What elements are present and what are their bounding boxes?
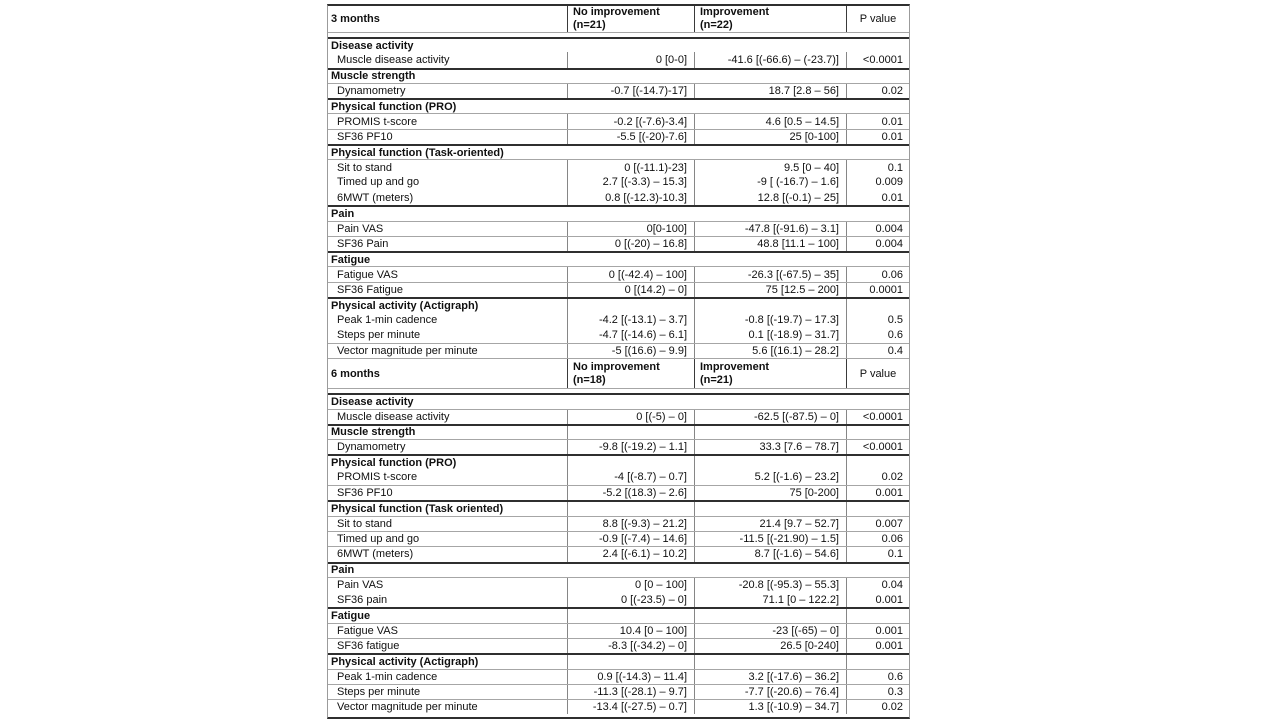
- no-improvement-cell: -4.7 [(-14.6) – 6.1]: [567, 328, 694, 343]
- section-label: Physical activity (Actigraph): [331, 655, 479, 668]
- improvement-cell: -20.8 [(-95.3) – 55.3]: [694, 578, 846, 592]
- no-improvement-cell: 0 [(-23.5) – 0]: [567, 592, 694, 607]
- p-value-cell: 0.06: [846, 267, 909, 281]
- no-improvement-cell: -13.4 [(-27.5) – 0.7]: [567, 700, 694, 714]
- p-value-cell: 0.001: [846, 486, 909, 500]
- p-value-cell: 0.1: [846, 547, 909, 561]
- data-row: [328, 516, 909, 531]
- p-value-cell: <0.0001: [846, 440, 909, 454]
- row-label: Muscle disease activity: [337, 53, 450, 66]
- row-label: 6MWT (meters): [337, 191, 414, 204]
- row-label: Fatigue VAS: [337, 624, 398, 637]
- row-label: SF36 Pain: [337, 238, 389, 250]
- improvement-cell: [694, 655, 846, 668]
- no-improvement-cell: -5 [(16.6) – 9.9]: [567, 344, 694, 358]
- no-improvement-label: No improvement: [573, 6, 660, 18]
- data-row: [328, 343, 909, 358]
- p-value-cell: <0.0001: [846, 52, 909, 67]
- data-row: [328, 282, 909, 297]
- p-value-cell: 0.4: [846, 344, 909, 358]
- no-improvement-cell: 0.8 [(-12.3)-10.3]: [567, 190, 694, 205]
- section-label: Muscle strength: [331, 70, 416, 83]
- row-label: Peak 1-min cadence: [337, 313, 438, 326]
- p-value-cell: 0.04: [846, 578, 909, 592]
- p-value-cell: [846, 655, 909, 668]
- p-value-cell: [846, 609, 909, 622]
- p-value-cell: [846, 502, 909, 515]
- improvement-cell: 26.5 [0-240]: [694, 639, 846, 653]
- section-row: [328, 297, 909, 312]
- improvement-cell: 5.2 [(-1.6) – 23.2]: [694, 470, 846, 485]
- column-header-p-value: P value: [846, 6, 909, 32]
- column-header-improvement: [694, 359, 846, 388]
- no-improvement-cell: 0 [(-42.4) – 100]: [567, 267, 694, 281]
- data-row: [328, 328, 909, 343]
- row-label: Timed up and go: [337, 176, 420, 189]
- improvement-cell: 0.1 [(-18.9) – 31.7]: [694, 328, 846, 343]
- p-value-cell: [846, 426, 909, 439]
- section-label: Physical function (Task-oriented): [331, 146, 504, 159]
- improvement-cell: -11.5 [(-21.90) – 1.5]: [694, 532, 846, 546]
- column-header-improvement: [694, 6, 846, 32]
- section-row: [328, 500, 909, 515]
- section-row: [328, 68, 909, 83]
- section-row: [328, 205, 909, 220]
- data-row: [328, 684, 909, 699]
- column-header-p-value: P value: [846, 359, 909, 388]
- row-label: Pain VAS: [337, 578, 384, 591]
- no-improvement-cell: 0.9 [(-14.3) – 11.4]: [567, 670, 694, 684]
- row-label: SF36 pain: [337, 593, 388, 606]
- data-row: [328, 669, 909, 684]
- data-row: [328, 470, 909, 485]
- section-row: [328, 454, 909, 469]
- p-value-cell: 0.02: [846, 470, 909, 485]
- row-label: Peak 1-min cadence: [337, 670, 438, 683]
- p-value-cell: [846, 299, 909, 312]
- no-improvement-cell: 0 [(14.2) – 0]: [567, 283, 694, 297]
- improvement-label: Improvement: [700, 6, 770, 18]
- no-improvement-cell: -9.8 [(-19.2) – 1.1]: [567, 440, 694, 454]
- p-value-cell: [846, 456, 909, 469]
- improvement-cell: -0.8 [(-19.7) – 17.3]: [694, 312, 846, 327]
- data-row: [328, 623, 909, 638]
- p-value-cell: 0.004: [846, 237, 909, 251]
- no-improvement-cell: [567, 655, 694, 668]
- improvement-cell: [694, 426, 846, 439]
- data-row: [328, 638, 909, 653]
- no-improvement-cell: 0 [0 – 100]: [567, 578, 694, 592]
- no-improvement-cell: [567, 456, 694, 469]
- section-label: Disease activity: [331, 395, 414, 408]
- no-improvement-cell: -8.3 [(-34.2) – 0]: [567, 639, 694, 653]
- no-improvement-cell: [567, 502, 694, 515]
- section-row: [328, 607, 909, 622]
- p-value-cell: 0.01: [846, 130, 909, 144]
- section-row: [328, 393, 909, 408]
- no-improvement-label: No improvement: [573, 360, 660, 373]
- section-row: [328, 37, 909, 52]
- p-value-cell: 0.5: [846, 312, 909, 327]
- improvement-cell: 18.7 [2.8 – 56]: [694, 84, 846, 98]
- improvement-cell: 12.8 [(-0.1) – 25]: [694, 190, 846, 205]
- column-header-no-improvement: [567, 359, 694, 388]
- row-label: Vector magnitude per minute: [337, 345, 478, 358]
- improvement-cell: 33.3 [7.6 – 78.7]: [694, 440, 846, 454]
- data-row: [328, 159, 909, 174]
- p-value-cell: 0.001: [846, 639, 909, 653]
- p-value-cell: 0.02: [846, 700, 909, 714]
- p-value-cell: 0.004: [846, 222, 909, 236]
- data-row: [328, 221, 909, 236]
- data-row: [328, 439, 909, 454]
- no-improvement-cell: 10.4 [0 – 100]: [567, 624, 694, 638]
- no-improvement-cell: -0.7 [(-14.7)-17]: [567, 84, 694, 98]
- no-improvement-cell: 8.8 [(-9.3) – 21.2]: [567, 517, 694, 531]
- section-label: Physical function (PRO): [331, 100, 457, 113]
- period-header-row: [328, 6, 909, 32]
- row-label: Dynamometry: [337, 85, 406, 98]
- row-label: Steps per minute: [337, 686, 421, 699]
- improvement-cell: -47.8 [(-91.6) – 3.1]: [694, 222, 846, 236]
- improvement-cell: -9 [ (-16.7) – 1.6]: [694, 175, 846, 190]
- p-value-cell: 0.007: [846, 517, 909, 531]
- improvement-cell: 8.7 [(-1.6) – 54.6]: [694, 547, 846, 561]
- row-label: 6MWT (meters): [337, 548, 414, 561]
- p-value-cell: 0.06: [846, 532, 909, 546]
- section-row: [328, 251, 909, 266]
- row-label: Steps per minute: [337, 329, 421, 342]
- no-improvement-cell: -0.2 [(-7.6)-3.4]: [567, 114, 694, 128]
- p-value-cell: 0.6: [846, 670, 909, 684]
- improvement-cell: -23 [(-65) – 0]: [694, 624, 846, 638]
- no-improvement-cell: -4 [(-8.7) – 0.7]: [567, 470, 694, 485]
- data-row: [328, 531, 909, 546]
- section-label: Pain: [331, 207, 355, 220]
- no-improvement-cell: 0 [0-0]: [567, 52, 694, 67]
- row-label: Pain VAS: [337, 222, 384, 235]
- p-value-cell: 0.6: [846, 328, 909, 343]
- improvement-cell: [694, 299, 846, 312]
- row-label: Timed up and go: [337, 533, 420, 546]
- improvement-cell: -41.6 [(-66.6) – (-23.7)]: [694, 52, 846, 67]
- section-label: Physical activity (Actigraph): [331, 299, 479, 312]
- row-label: SF36 Fatigue: [337, 283, 404, 296]
- row-label: Vector magnitude per minute: [337, 701, 478, 714]
- data-row: [328, 129, 909, 144]
- no-improvement-n: (n=18): [573, 373, 606, 386]
- period-label: 6 months: [331, 367, 380, 380]
- row-label: Fatigue VAS: [337, 268, 398, 281]
- section-row: [328, 653, 909, 668]
- improvement-n: (n=21): [700, 373, 733, 386]
- data-row: [328, 52, 909, 67]
- improvement-cell: 3.2 [(-17.6) – 36.2]: [694, 670, 846, 684]
- improvement-cell: 5.6 [(16.1) – 28.2]: [694, 344, 846, 358]
- p-value-cell: 0.009: [846, 175, 909, 190]
- improvement-cell: [694, 502, 846, 515]
- section-label: Fatigue: [331, 610, 371, 623]
- section-label: Fatigue: [331, 253, 371, 266]
- data-row: [328, 699, 909, 714]
- no-improvement-cell: [567, 299, 694, 312]
- no-improvement-cell: 2.4 [(-6.1) – 10.2]: [567, 547, 694, 561]
- p-value-cell: 0.01: [846, 114, 909, 128]
- no-improvement-cell: [567, 426, 694, 439]
- section-row: [328, 424, 909, 439]
- section-label: Physical function (PRO): [331, 457, 457, 470]
- data-row: [328, 175, 909, 190]
- p-value-cell: 0.02: [846, 84, 909, 98]
- no-improvement-cell: -11.3 [(-28.1) – 9.7]: [567, 685, 694, 699]
- p-value-cell: 0.0001: [846, 283, 909, 297]
- data-row: [328, 312, 909, 327]
- no-improvement-cell: [567, 609, 694, 622]
- row-label: Sit to stand: [337, 161, 393, 174]
- improvement-cell: 25 [0-100]: [694, 130, 846, 144]
- no-improvement-cell: -4.2 [(-13.1) – 3.7]: [567, 312, 694, 327]
- section-label: Physical function (Task oriented): [331, 502, 504, 515]
- data-row: [328, 577, 909, 592]
- data-row: [328, 546, 909, 561]
- row-label: Muscle disease activity: [337, 410, 450, 423]
- improvement-cell: 9.5 [0 – 40]: [694, 160, 846, 174]
- row-label: Dynamometry: [337, 441, 406, 454]
- improvement-cell: -62.5 [(-87.5) – 0]: [694, 410, 846, 424]
- improvement-cell: 48.8 [11.1 – 100]: [694, 237, 846, 251]
- row-label: PROMIS t-score: [337, 471, 418, 484]
- improvement-cell: [694, 609, 846, 622]
- row-label: SF36 fatigue: [337, 640, 400, 653]
- no-improvement-cell: 2.7 [(-3.3) – 15.3]: [567, 175, 694, 190]
- data-row: [328, 592, 909, 607]
- improvement-cell: 4.6 [0.5 – 14.5]: [694, 114, 846, 128]
- data-row: [328, 409, 909, 424]
- improvement-label: Improvement: [700, 360, 770, 373]
- row-label: PROMIS t-score: [337, 115, 418, 128]
- column-header-no-improvement: [567, 6, 694, 32]
- no-improvement-cell: 0 [(-20) – 16.8]: [567, 237, 694, 251]
- data-row: [328, 83, 909, 98]
- p-value-cell: 0.001: [846, 624, 909, 638]
- data-row: [328, 485, 909, 500]
- no-improvement-cell: -5.2 [(18.3) – 2.6]: [567, 486, 694, 500]
- p-value-cell: <0.0001: [846, 410, 909, 424]
- data-row: [328, 236, 909, 251]
- improvement-cell: -26.3 [(-67.5) – 35]: [694, 267, 846, 281]
- p-value-cell: 0.001: [846, 592, 909, 607]
- section-row: [328, 562, 909, 577]
- section-label: Disease activity: [331, 39, 414, 52]
- p-value-cell: 0.3: [846, 685, 909, 699]
- no-improvement-cell: 0 [(-5) – 0]: [567, 410, 694, 424]
- row-label: SF36 PF10: [337, 487, 393, 500]
- no-improvement-cell: 0[0-100]: [567, 222, 694, 236]
- section-label: Pain: [331, 564, 355, 577]
- improvement-cell: 75 [12.5 – 200]: [694, 283, 846, 297]
- improvement-n: (n=22): [700, 19, 733, 31]
- data-row: [328, 266, 909, 281]
- section-row: [328, 98, 909, 113]
- improvement-cell: 71.1 [0 – 122.2]: [694, 592, 846, 607]
- section-label: Muscle strength: [331, 426, 416, 439]
- section-row: [328, 144, 909, 159]
- outcomes-table: [327, 4, 910, 719]
- period-header-row: [328, 358, 909, 388]
- period-label: 3 months: [331, 13, 380, 25]
- improvement-cell: 1.3 [(-10.9) – 34.7]: [694, 700, 846, 714]
- no-improvement-n: (n=21): [573, 19, 606, 31]
- p-value-cell: 0.1: [846, 160, 909, 174]
- improvement-cell: [694, 456, 846, 469]
- improvement-cell: -7.7 [(-20.6) – 76.4]: [694, 685, 846, 699]
- no-improvement-cell: -5.5 [(-20)-7.6]: [567, 130, 694, 144]
- no-improvement-cell: -0.9 [(-7.4) – 14.6]: [567, 532, 694, 546]
- improvement-cell: 75 [0-200]: [694, 486, 846, 500]
- p-value-cell: 0.01: [846, 190, 909, 205]
- improvement-cell: 21.4 [9.7 – 52.7]: [694, 517, 846, 531]
- row-label: SF36 PF10: [337, 130, 393, 143]
- data-row: [328, 113, 909, 128]
- no-improvement-cell: 0 [(-11.1)-23]: [567, 160, 694, 174]
- row-label: Sit to stand: [337, 517, 393, 530]
- data-row: [328, 190, 909, 205]
